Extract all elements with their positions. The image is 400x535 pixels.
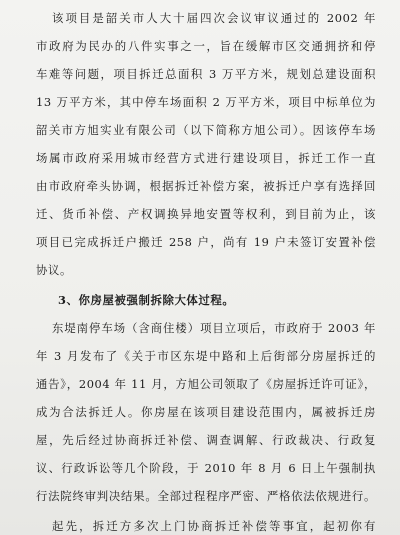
paragraph-line: 场属市政府采用城市经营方式进行建设项目，拆迁工作一直: [36, 151, 376, 165]
paragraph-line: 该项目是韶关市人大十届四次会议审议通过的 2002 年: [52, 11, 376, 25]
paragraph-line: 东堤南停车场（含商住楼）项目立项后，市政府于 2003 年: [52, 321, 376, 335]
paragraph-line: 议、行政诉讼等几个阶段，于 2010 年 8 月 6 日上午强制执: [36, 461, 376, 475]
paragraph-line: 13 万平方米，其中停车场面积 2 万平方米，项目中标单位为: [36, 95, 376, 109]
paragraph-line: 韶关市方旭实业有限公司（以下简称方旭公司）。因该停车场: [36, 123, 376, 137]
paragraph-line: 迁、货币补偿、产权调换异地安置等权利，到目前为止，该: [36, 207, 376, 221]
paragraph-line: 起先，拆迁方多次上门协商拆迁补偿等事宜，起初你有: [52, 519, 376, 533]
paragraph-line: 车难等问题，项目拆迁总面积 3 万平方米，规划总建设面积: [36, 67, 376, 81]
section-heading: 3、你房屋被强制拆除大体过程。: [58, 293, 235, 307]
paragraph-line: 屋，先后经过协商拆迁补偿、调查调解、行政裁决、行政复: [36, 433, 376, 447]
paragraph-line: 通告》，2004 年 11 月，方旭公司领取了《房屋拆迁许可证》，: [36, 377, 376, 391]
paragraph-line: 行法院终审判决结果。全部过程程序严密、严格依法依规进行。: [36, 489, 376, 503]
paragraph-line: 项目已完成拆迁户搬迁 258 户，尚有 19 户未签订安置补偿: [36, 235, 376, 249]
paragraph-line: 市政府为民办的八件实事之一，旨在缓解市区交通拥挤和停: [36, 39, 376, 53]
paragraph-line: 由市政府牵头协调，根据拆迁补偿方案，被拆迁户享有选择回: [36, 179, 376, 193]
paragraph-line: 年 3 月发布了《关于市区东堤中路和上后街部分房屋拆迁的: [36, 349, 376, 363]
paragraph-line: 协议。: [36, 263, 72, 277]
paragraph-line: 成为合法拆迁人。你房屋在该项目建设范围内，属被拆迁房: [36, 405, 376, 419]
